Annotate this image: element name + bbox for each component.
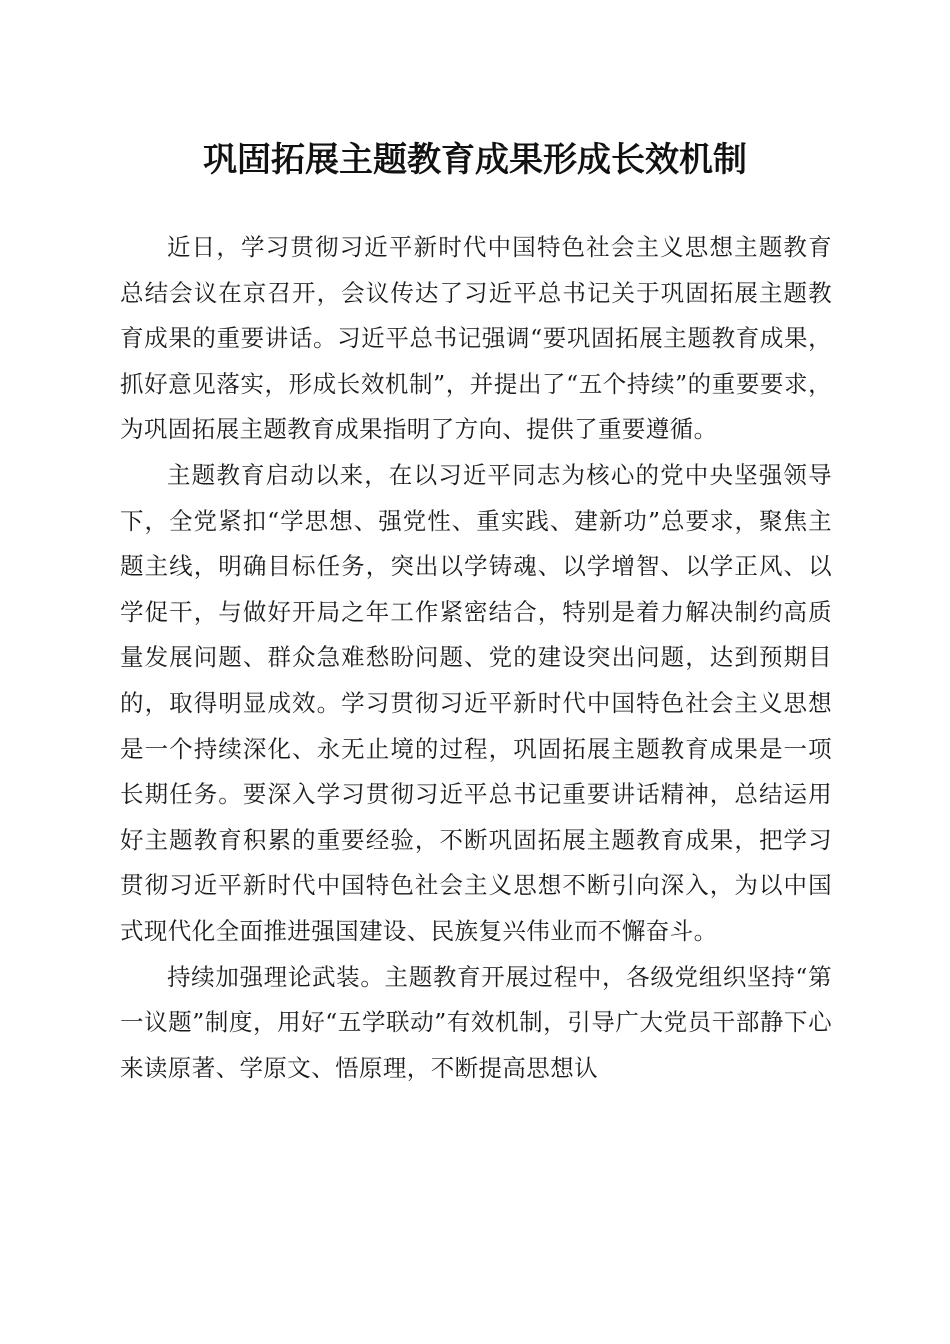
document-title: 巩固拓展主题教育成果形成长效机制	[203, 140, 747, 180]
document-body	[120, 225, 832, 1091]
paragraph-summary: 主题教育启动以来，在以习近平同志为核心的党中央坚强领导下，全党紧扣“学思想、强党性、重实践、建新功”总要求，聚焦主题主线，明确目标任务，突出以学铸魂、以学增智、以学正风、以学促干，与做好开局之年工作紧密结合，特别是着力解决制约高质量发展问题、群众急难愁盼问题、党的建设突出问题，达到预期目的，取得明显成效。学习贯彻习近平新时代中国特色社会主义思想是一个持续深化、永无止境的过程，巩固拓展主题教育成果是一项长期任务。要深入学习贯彻习近平总书记重要讲话精神，总结运用好主题教育积累的重要经验，不断巩固拓展主题教育成果，把学习贯彻习近平新时代中国特色社会主义思想不断引向深入，为以中国式现代化全面推进强国建设、民族复兴伟业而不懈奋斗。	[120, 460, 832, 945]
paragraph-theory: 持续加强理论武装。主题教育开展过程中，各级党组织坚持“第一议题”制度，用好“五学联动”有效机制，引导广大党员干部静下心来读原著、学原文、悟原理，不断提高思想认	[120, 962, 832, 1082]
paragraph-intro: 近日，学习贯彻习近平新时代中国特色社会主义思想主题教育总结会议在京召开，会议传达了习近平总书记关于巩固拓展主题教育成果的重要讲话。习近平总书记强调“要巩固拓展主题教育成果，抓好意见落实，形成长效机制”，并提出了“五个持续”的重要要求，为巩固拓展主题教育成果指明了方向、提供了重要遵循。	[120, 233, 832, 444]
